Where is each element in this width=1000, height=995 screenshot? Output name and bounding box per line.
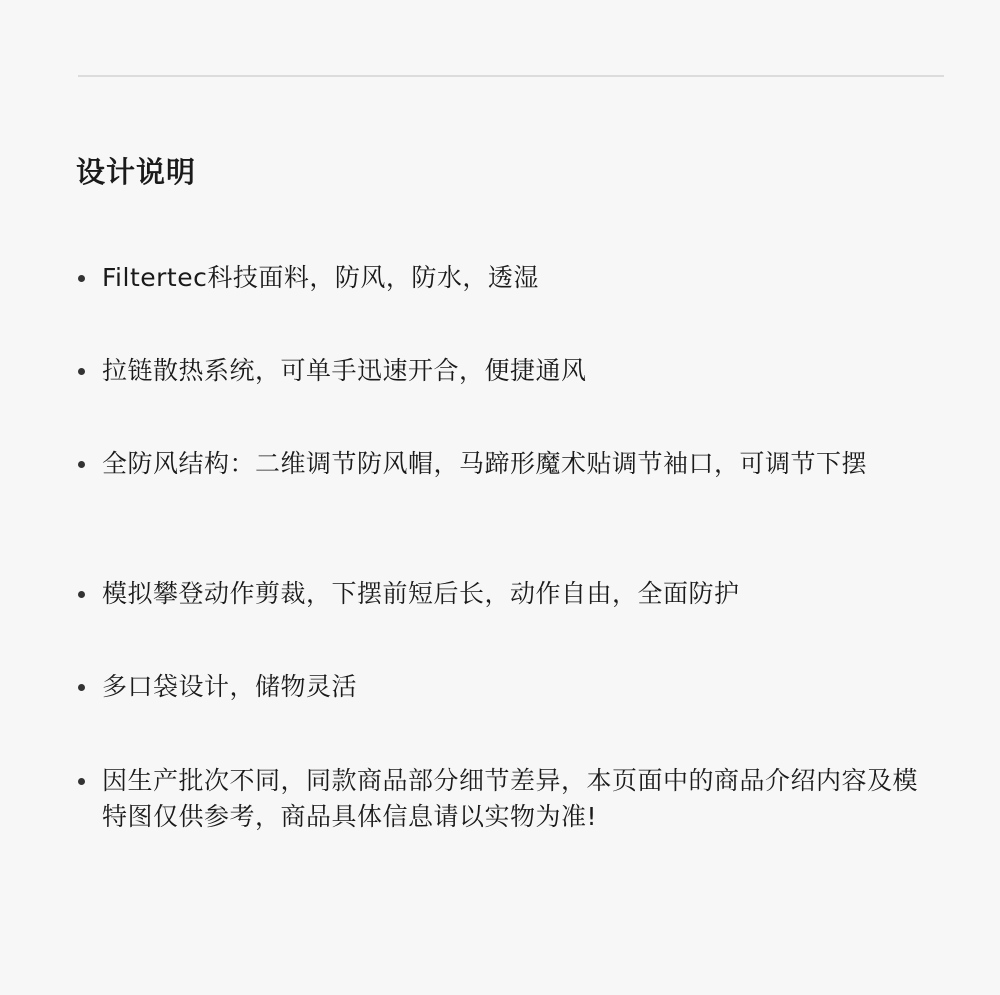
list-item — [78, 446, 938, 482]
bullet-dot-icon — [78, 461, 85, 468]
list-item-text: 模拟攀登动作剪裁，下摆前短后长，动作自由，全面防护 — [102, 579, 740, 608]
list-item — [78, 669, 938, 705]
list-item-text: 因生产批次不同，同款商品部分细节差异，本页面中的商品介绍内容及模特图仅供参考，商品具体信息请以实物为准! — [102, 766, 919, 831]
list-item-text: 拉链散热系统，可单手迅速开合，便捷通风 — [102, 356, 587, 385]
bullet-dot-icon — [78, 275, 85, 282]
list-item-text: 全防风结构：二维调节防风帽，马蹄形魔术贴调节袖口，可调节下摆 — [102, 449, 868, 478]
list-item — [78, 576, 938, 612]
list-item — [78, 260, 938, 296]
list-item — [78, 763, 938, 835]
top-divider — [78, 75, 944, 77]
list-item-text: 多口袋设计，储物灵活 — [102, 672, 358, 701]
bullet-dot-icon — [78, 591, 85, 598]
section-title: 设计说明 — [76, 155, 197, 189]
bullet-dot-icon — [78, 778, 85, 785]
list-item-text: Filtertec科技面料，防风，防水，透湿 — [102, 263, 539, 292]
bullet-dot-icon — [78, 368, 85, 375]
bullet-dot-icon — [78, 684, 85, 691]
list-item — [78, 353, 938, 389]
